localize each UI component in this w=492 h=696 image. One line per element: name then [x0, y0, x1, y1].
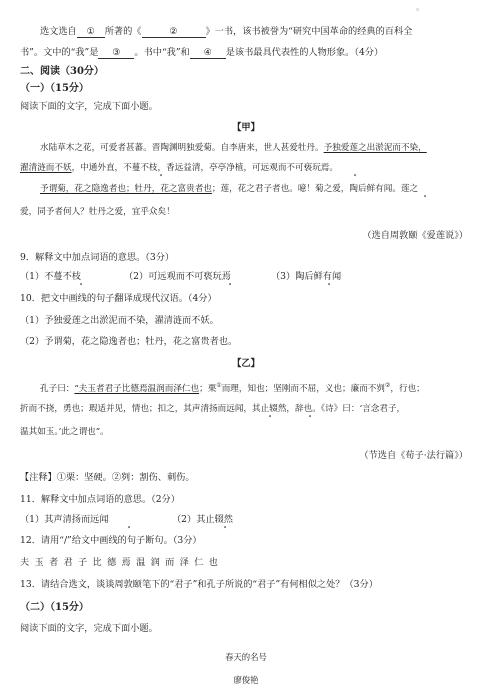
emphasis-dot: • — [159, 172, 164, 180]
question-12: 12．请用“/”给文中画线的句子断句。（3分） — [20, 535, 202, 546]
yi-line-1: 孔子曰：“夫玉者君子比德焉温润而泽仁也；栗①而理，知也；坚刚而不屈，义也；廉而不刿②，行也； — [40, 382, 425, 394]
emphasis-dot: • — [223, 524, 228, 532]
part-1-instruction: 阅读下面的文字，完成下面小题。 — [20, 101, 158, 112]
jia-underlined-sentence-1a: 予独爱莲之出淤泥而不染， — [323, 143, 427, 153]
yi-source: （节选自《荀子·法行篇》） — [359, 450, 468, 461]
jia-line-1: 水陆草木之花，可爱者甚蕃。晋陶渊明独爱菊。自李唐来，世人甚爱牡丹。予独爱莲之出淤泥而不染， — [40, 143, 427, 153]
emphasis-dot: • — [353, 172, 358, 180]
jia-title: 【甲】 — [232, 122, 260, 133]
part-2-heading: （二）（15分） — [20, 602, 89, 613]
emphasis-dot: • — [308, 413, 313, 421]
q10-item-1: （1）予独爱莲之出淤泥而不染，濯清涟而不妖。 — [20, 315, 219, 326]
question-13: 13．请结合选文，谈谈周敦颐笔下的“君子”和孔子所说的“君子”有何相似之处？（3分） — [20, 579, 378, 590]
jia-underlined-sentence-2: 予谓菊，花之隐逸者也；牡丹，花之富贵者也 — [40, 184, 212, 194]
question-11: 11．解释文中加点词语的意思。（2分） — [20, 494, 180, 505]
note-ref-1: ① — [216, 382, 222, 389]
q10-item-2: （2）予谓菊，花之隐逸者也；牡丹，花之富贵者也。 — [20, 336, 238, 347]
q9-item-3: （3）陶后鲜有闻 — [271, 271, 342, 282]
note-ref-2: ② — [385, 382, 391, 389]
yi-line-3: 温其如玉。’此之谓也”。 — [20, 427, 109, 437]
article-title: 春天的名号 — [225, 652, 267, 662]
emphasis-dot: • — [79, 281, 84, 289]
emphasis-dot: • — [127, 524, 132, 532]
emphasis-dot: • — [423, 193, 428, 201]
question-10: 10．把文中画线的句子翻译成现代汉语。（4分） — [20, 293, 217, 304]
q12-sentence[interactable]: 夫 玉 者 君 子 比 德 焉 温 润 而 泽 仁 也 — [20, 557, 219, 568]
blank-1[interactable]: ① — [77, 27, 105, 38]
emphasis-dot: • — [268, 413, 273, 421]
header-mark: 。 — [416, 2, 426, 13]
yi-title: 【乙】 — [232, 358, 260, 369]
q9-item-1: （1）不蔓不枝 — [20, 271, 81, 282]
jia-line-2: 濯清涟而不妖，中通外直，不蔓不枝，香远益清，亭亭净植，可远观而不可亵玩焉。 — [20, 163, 338, 173]
yi-line-2: 折而不挠，勇也；瑕适并见，情也；扣之，其声清扬而远闻，其止辍然，辞也。《诗》曰：‘言念君子， — [20, 404, 406, 414]
intro-line-1: 选文选自 ① 所著的《 ② 》一书，该书被誉为“研究中国革命的经典的百科全 — [40, 26, 413, 37]
article-author: 廖俊艳 — [233, 675, 259, 685]
part-2-instruction: 阅读下面的文字，完成下面小题。 — [20, 623, 158, 634]
part-1-heading: （一）（15分） — [20, 83, 89, 94]
emphasis-dot: • — [327, 281, 332, 289]
emphasis-dot: • — [228, 281, 233, 289]
jia-line-3: 予谓菊，花之隐逸者也；牡丹，花之富贵者也；莲，花之君子者也。噫！菊之爱，陶后鲜有闻。莲之 — [40, 184, 419, 194]
q9-item-2: （2）可远观而不可亵玩焉 — [124, 271, 231, 282]
q11-item-2: （2）其止辍然 — [172, 514, 233, 525]
blank-2[interactable]: ② — [142, 27, 206, 38]
section-2-heading: 二、阅读（30分） — [20, 66, 104, 77]
blank-3[interactable]: ③ — [98, 48, 134, 59]
intro-line-2: 书”。文中的“我”是 ③ 。书中“我”和 ④ 是该书最具代表性的人物形象。（4分） — [20, 47, 384, 58]
jia-line-4: 爱，同予者何人？牡丹之爱，宜乎众矣！ — [20, 207, 175, 217]
question-9: 9．解释文中加点词语的意思。（3分） — [20, 252, 175, 263]
jia-underlined-sentence-1b: 濯清涟而不妖 — [20, 163, 72, 173]
yi-underlined-sentence: “夫玉者君子比德焉温润而泽仁也 — [74, 383, 200, 394]
blank-4[interactable]: ④ — [190, 48, 226, 59]
jia-source: （选自周敦颐《爱莲说》） — [362, 230, 468, 241]
annotation-note: 【注释】①栗：坚硬。②刿：割伤、刺伤。 — [20, 472, 195, 483]
q11-item-1: （1）其声清扬而远闻 — [20, 514, 109, 525]
